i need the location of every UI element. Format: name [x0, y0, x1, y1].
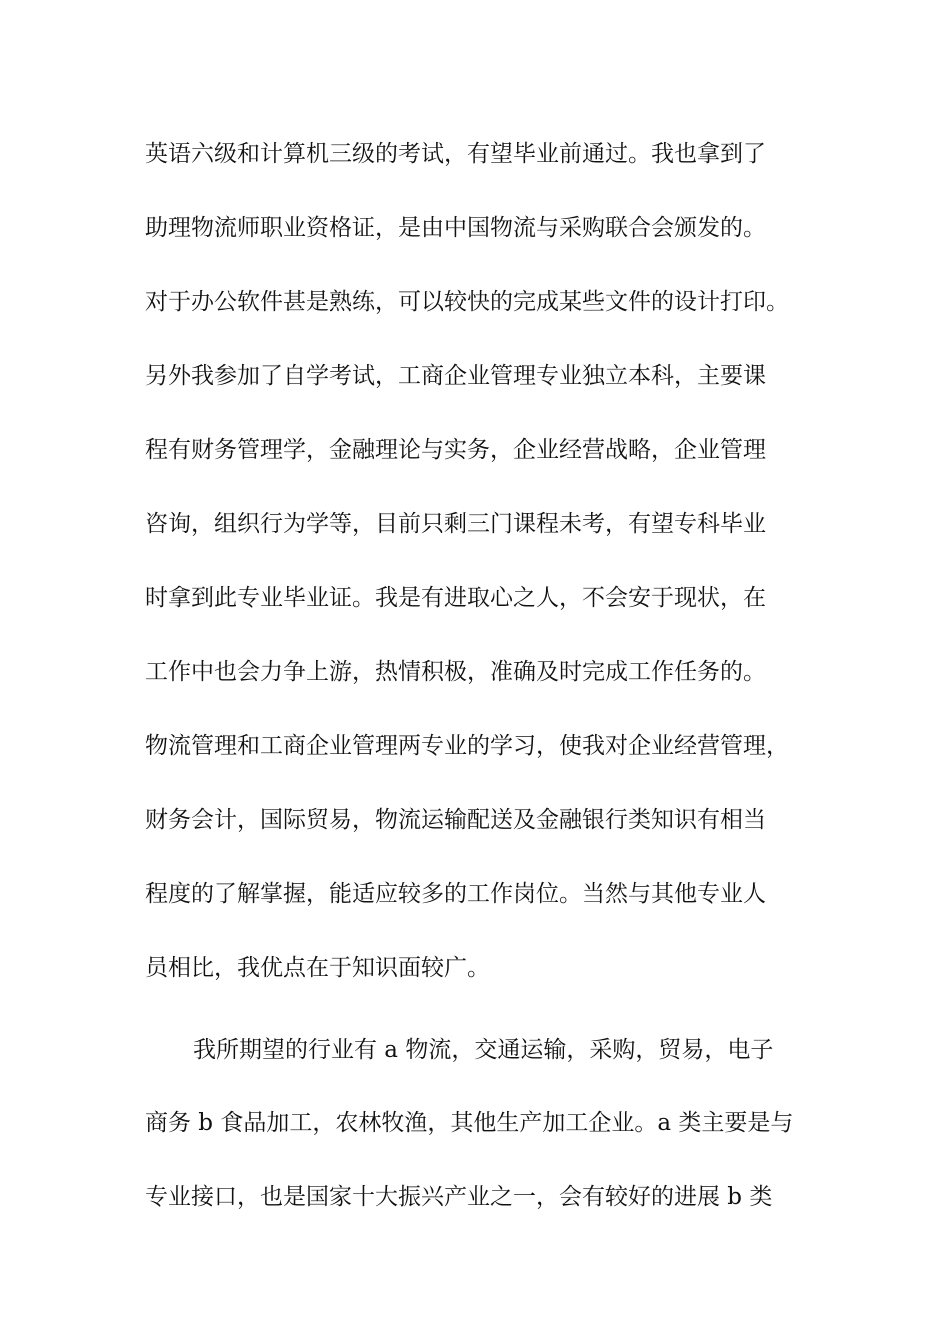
paragraph-first-line: 我所期望的行业有 a 物流，交通运输，采购，贸易，电子	[193, 1037, 774, 1063]
text-line: 程有财务管理学，金融理论与实务，企业经营战略，企业管理	[145, 437, 766, 463]
text-line: 程度的了解掌握，能适应较多的工作岗位。当然与其他专业人	[145, 881, 766, 907]
text-line: 咨询，组织行为学等，目前只剩三门课程未考，有望专科毕业	[145, 511, 766, 537]
text-line: 员相比，我优点在于知识面较广。	[145, 955, 490, 981]
text-line: 商务 b 食品加工，农林牧渔，其他生产加工企业。a 类主要是与	[145, 1110, 794, 1136]
text-line: 时拿到此专业毕业证。我是有进取心之人，不会安于现状，在	[145, 585, 766, 611]
text-line: 另外我参加了自学考试，工商企业管理专业独立本科，主要课	[145, 363, 766, 389]
text-line: 财务会计，国际贸易，物流运输配送及金融银行类知识有相当	[145, 807, 766, 833]
text-line: 英语六级和计算机三级的考试，有望毕业前通过。我也拿到了	[145, 141, 766, 167]
text-line: 专业接口，也是国家十大振兴产业之一，会有较好的进展 b 类	[145, 1184, 773, 1210]
text-line: 物流管理和工商企业管理两专业的学习，使我对企业经营管理，	[145, 733, 789, 759]
text-line: 工作中也会力争上游，热情积极，准确及时完成工作任务的。	[145, 659, 766, 685]
text-line: 助理物流师职业资格证，是由中国物流与采购联合会颁发的。	[145, 215, 766, 241]
text-line: 对于办公软件甚是熟练，可以较快的完成某些文件的设计打印。	[145, 289, 789, 315]
